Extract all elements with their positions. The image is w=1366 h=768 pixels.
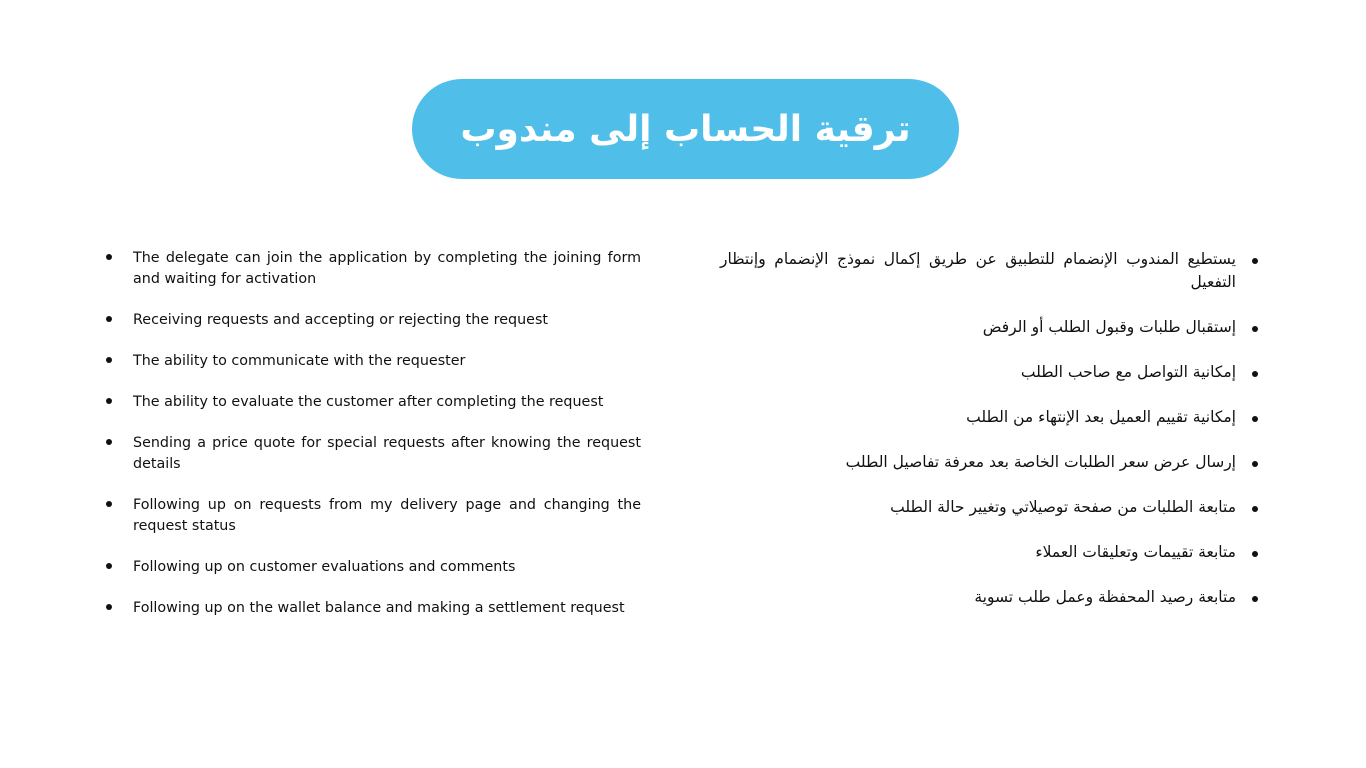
list-item-text: The ability to evaluate the customer after completing the request — [133, 394, 604, 410]
title-banner — [412, 79, 959, 179]
bullet-icon — [106, 398, 112, 404]
list-item-text: Following up on requests from my delivery page and changing the request status — [133, 497, 641, 534]
bullet-icon — [1252, 258, 1258, 264]
list-item — [720, 248, 1260, 294]
list-item-text: متابعة الطلبات من صفحة توصيلاتي وتغيير حالة الطلب — [890, 498, 1236, 516]
list-item-text: إمكانية التواصل مع صاحب الطلب — [1020, 363, 1236, 381]
list-item-text: The delegate can join the application by completing the joining form and waiting for activation — [133, 250, 641, 287]
english-feature-list — [106, 248, 641, 639]
list-item — [106, 495, 641, 537]
list-item-text: يستطيع المندوب الإنضمام للتطبيق عن طريق إكمال نموذج الإنضمام وإنتظار التفعيل — [720, 250, 1236, 291]
list-item-text: Following up on the wallet balance and making a settlement request — [133, 600, 625, 616]
bullet-icon — [106, 563, 112, 569]
list-item-text: متابعة تقييمات وتعليقات العملاء — [1035, 543, 1236, 561]
bullet-icon — [106, 316, 112, 322]
bullet-icon — [1252, 551, 1258, 557]
bullet-icon — [1252, 461, 1258, 467]
list-item — [106, 433, 641, 475]
list-item — [720, 406, 1260, 429]
list-item-text: Sending a price quote for special requests after knowing the request details — [133, 435, 641, 472]
list-item-text: متابعة رصيد المحفظة وعمل طلب تسوية — [974, 588, 1236, 606]
list-item — [106, 557, 641, 578]
list-item — [720, 541, 1260, 564]
list-item-text: إرسال عرض سعر الطلبات الخاصة بعد معرفة تفاصيل الطلب — [845, 453, 1236, 471]
bullet-icon — [106, 254, 112, 260]
bullet-icon — [1252, 596, 1258, 602]
list-item-text: إمكانية تقييم العميل بعد الإنتهاء من الطلب — [966, 408, 1236, 426]
list-item-text: The ability to communicate with the requester — [133, 353, 466, 369]
list-item — [106, 392, 641, 413]
list-item — [720, 496, 1260, 519]
list-item — [106, 351, 641, 372]
bullet-icon — [106, 604, 112, 610]
list-item — [720, 361, 1260, 384]
list-item — [720, 586, 1260, 609]
list-item — [106, 310, 641, 331]
list-item — [106, 598, 641, 619]
arabic-feature-list — [720, 248, 1260, 631]
bullet-icon — [1252, 371, 1258, 377]
list-item — [720, 451, 1260, 474]
list-item-text: إستقبال طلبات وقبول الطلب أو الرفض — [982, 318, 1236, 336]
bullet-icon — [1252, 326, 1258, 332]
list-item-text: Receiving requests and accepting or rejecting the request — [133, 312, 548, 328]
list-item-text: Following up on customer evaluations and comments — [133, 559, 516, 575]
page-title: ترقية الحساب إلى مندوب — [460, 108, 911, 150]
bullet-icon — [106, 439, 112, 445]
list-item — [720, 316, 1260, 339]
bullet-icon — [106, 357, 112, 363]
bullet-icon — [106, 501, 112, 507]
bullet-icon — [1252, 416, 1258, 422]
bullet-icon — [1252, 506, 1258, 512]
list-item — [106, 248, 641, 290]
